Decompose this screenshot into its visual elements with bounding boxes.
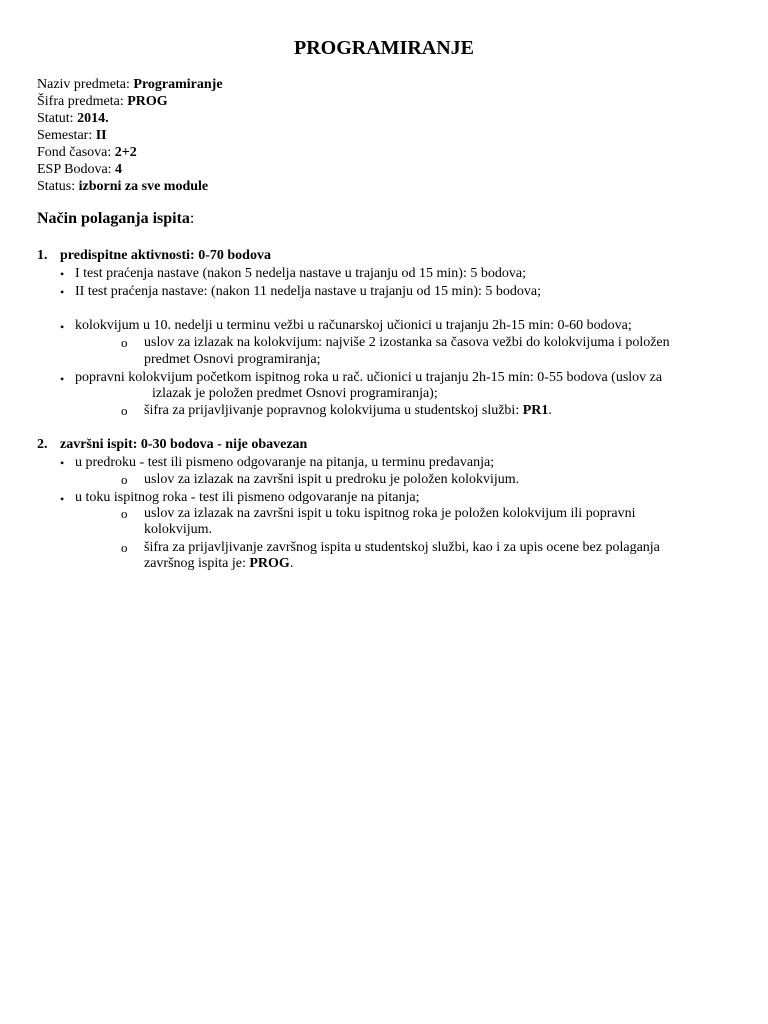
bullet-icon: • — [60, 372, 65, 386]
meta-class-hours: Fond časova: 2+2 — [37, 145, 137, 160]
list-sub-item-continuation: predmet Osnovi programiranja; — [144, 352, 321, 367]
list-sub-item: šifra za prijavljivanje popravnog kolokvijuma u studentskoj službi: PR1. — [144, 403, 552, 418]
list-sub-item: uslov za izlazak na završni ispit u predroku je položen kolokvijum. — [144, 472, 520, 487]
list-sub-item-continuation: kolokvijum. — [144, 522, 213, 537]
meta-statute: Statut: 2014. — [37, 111, 109, 126]
sub-bullet-icon: o — [121, 472, 128, 487]
meta-course-name: Naziv predmeta: Programiranje — [37, 77, 223, 92]
bullet-icon: • — [60, 492, 65, 506]
document-title: PROGRAMIRANJE — [294, 37, 474, 59]
bullet-icon: • — [60, 285, 65, 299]
list-item-continuation: izlazak je položen predmet Osnovi programiranja); — [152, 386, 438, 401]
bullet-icon: • — [60, 267, 65, 281]
bullet-icon: • — [60, 320, 65, 334]
list-item: popravni kolokvijum početkom ispitnog roka u rač. učionici u trajanju 2h-15 min: 0-55 bodova (uslov za — [75, 370, 663, 385]
list-item: II test praćenja nastave: (nakon 11 nedelja nastave u trajanju od 15 min): 5 bodova; — [75, 284, 541, 299]
list-item: I test praćenja nastave (nakon 5 nedelja nastave u trajanju od 15 min): 5 bodova; — [75, 266, 526, 281]
section-2-heading: 2. završni ispit: 0-30 bodova - nije obavezan — [37, 437, 308, 452]
bullet-icon: • — [60, 456, 65, 470]
exam-method-heading: Način polaganja ispita: — [37, 210, 195, 227]
list-sub-item: uslov za izlazak na završni ispit u toku ispitnog roka je položen kolokvijum ili popravni — [144, 506, 636, 521]
list-item: u predroku - test ili pismeno odgovaranje na pitanja, u terminu predavanja; — [75, 455, 495, 470]
list-item: u toku ispitnog roka - test ili pismeno odgovaranje na pitanja; — [75, 490, 420, 505]
meta-semester: Semestar: II — [37, 128, 107, 143]
meta-status: Status: izborni za sve module — [37, 179, 209, 194]
list-sub-item: uslov za izlazak na kolokvijum: najviše 2 izostanka sa časova vežbi do kolokvijuma i položen — [144, 335, 670, 350]
meta-ects: ESP Bodova: 4 — [37, 162, 123, 177]
section-1-heading: 1. predispitne aktivnosti: 0-70 bodova — [37, 248, 271, 263]
sub-bullet-icon: o — [121, 403, 128, 418]
course-meta — [37, 76, 223, 195]
list-sub-item-continuation: završnog ispita je: PROG. — [144, 556, 294, 571]
sub-bullet-icon: o — [121, 506, 128, 521]
list-item: kolokvijum u 10. nedelji u terminu vežbi u računarskoj učionici u trajanju 2h-15 min: 0-60 bodova; — [75, 318, 632, 333]
meta-course-code: Šifra predmeta: PROG — [37, 94, 168, 109]
sub-bullet-icon: o — [121, 335, 128, 350]
sub-bullet-icon: o — [121, 540, 128, 555]
list-sub-item: šifra za prijavljivanje završnog ispita u studentskoj službi, kao i za upis ocene bez polaganja — [144, 540, 660, 555]
